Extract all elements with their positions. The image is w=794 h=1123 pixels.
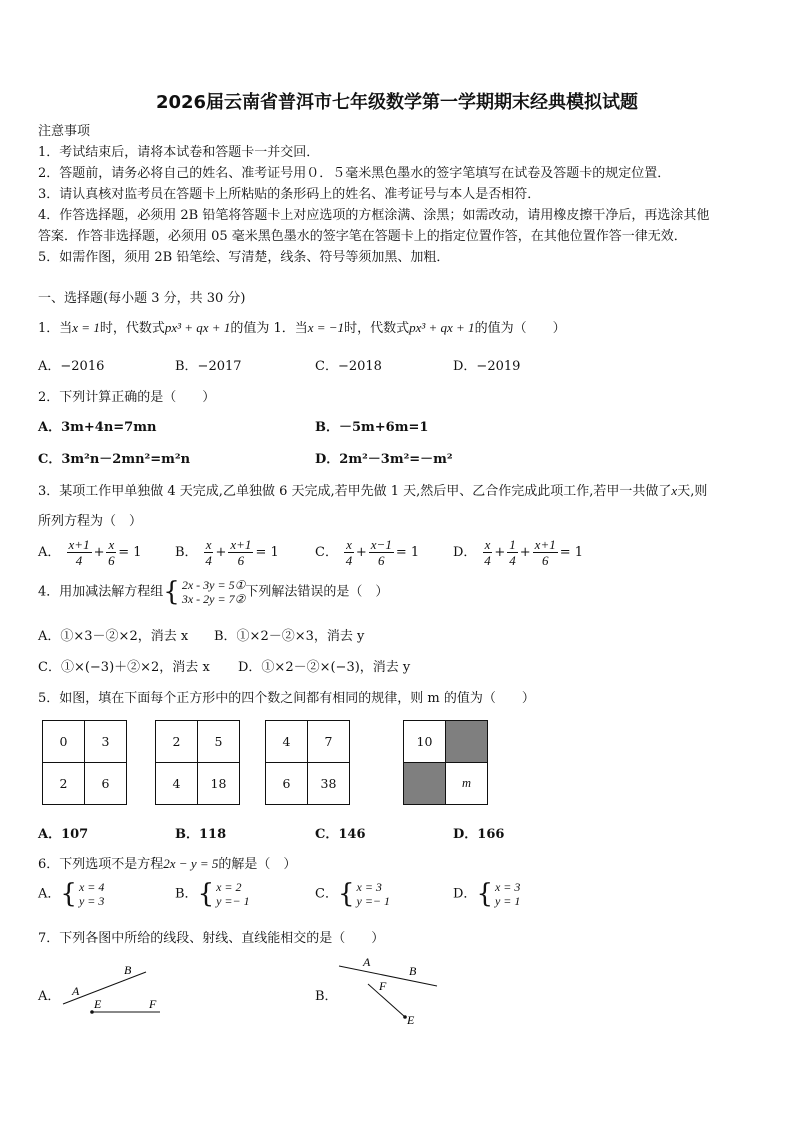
q2-option-d[interactable]: D．2m²－3m²=－m²	[315, 452, 453, 467]
fraction: $\frac{x}{4}$	[205, 537, 212, 568]
label-f: F	[379, 979, 387, 993]
question-3-stem	[38, 480, 707, 499]
label-f: F	[149, 997, 157, 1011]
notice-item: 4．作答选择题，必须用 2B 铅笔将答题卡上对应选项的方框涂满、涂黑；如需改动，请用橡皮擦干净后，再选涂其他	[38, 208, 710, 223]
q1-option-b[interactable]: B．−2017	[175, 359, 242, 374]
q3-text: 3．某项工作甲单独做 4 天完成,乙单独做 6 天完成,若甲先做 1 天,然后甲、乙合作完成此项工作,若甲一共做了	[38, 484, 672, 499]
question-2-stem: 2．下列计算正确的是（ ）	[38, 390, 216, 405]
sys-line: y = 3	[78, 894, 105, 908]
q7-figure-b	[335, 952, 445, 1032]
equals-one: = 1	[559, 545, 584, 560]
fraction: $\frac{x+1}{4}$	[68, 537, 90, 568]
q5-option-c[interactable]: C．146	[315, 827, 366, 842]
sys-line: x = 3	[356, 880, 382, 894]
square-cell: 18	[198, 763, 240, 805]
square-cell: 0	[43, 721, 85, 763]
equals-one: = 1	[395, 545, 420, 560]
q1-option-a[interactable]: A．−2016	[38, 359, 105, 374]
shaded-cell	[446, 721, 488, 763]
equation-system	[216, 880, 250, 908]
ray-ef	[368, 984, 405, 1017]
question-1-stem	[38, 317, 566, 336]
q1-cond2: x = −1	[307, 320, 345, 335]
q4-option-b[interactable]: B．①×2－②×3，消去 y	[214, 629, 365, 644]
square-cell: 4	[156, 763, 198, 805]
square-cell: 2	[43, 763, 85, 805]
q2-option-a[interactable]: A．3m+4n=7mn	[38, 420, 157, 435]
option-label: A．	[38, 886, 61, 902]
equals-one: = 1	[118, 545, 142, 560]
q2-option-c[interactable]: C．3m²n－2mn²=m²n	[38, 452, 191, 467]
q4-option-d[interactable]: D．①×2－②×(−3)，消去 y	[238, 660, 411, 675]
fraction: $\frac{x}{6}$	[108, 537, 115, 568]
number-square-3	[265, 720, 350, 805]
square-cell: 3	[85, 721, 127, 763]
square-cell: 10	[404, 721, 446, 763]
q4-option-a[interactable]: A．①×3－②×2，消去 x	[38, 629, 189, 644]
square-cell-m: m	[446, 763, 488, 805]
option-label: C．	[315, 886, 338, 902]
q6-option-a[interactable]	[38, 880, 104, 908]
q3-option-a[interactable]: A． $\frac{x+1}{4}$ + $\frac{x}{6}$ = 1	[38, 537, 142, 568]
notice-item: 2．答题前，请务必将自己的姓名、准考证号用０．５毫米黑色墨水的签字笔填写在试卷及答题卡的规定位置．	[38, 166, 671, 181]
q6-text: 6．下列选项不是方程	[38, 857, 164, 872]
shaded-cell	[404, 763, 446, 805]
q5-option-b[interactable]: B．118	[175, 827, 227, 842]
question-6-stem	[38, 853, 296, 872]
equation-system	[79, 880, 104, 908]
q2-option-b[interactable]: B．－5m+6m=1	[315, 420, 429, 435]
brace-icon: {	[163, 577, 180, 607]
label-e: E	[407, 1013, 415, 1027]
brace-icon: {	[337, 879, 355, 909]
q1-text: 时，代数式	[344, 321, 410, 336]
q6-option-c[interactable]	[315, 880, 390, 908]
number-square-1	[42, 720, 127, 805]
q3-stem-line2: 所列方程为（ ）	[38, 514, 143, 529]
q4-option-c[interactable]: C．①×(−3)＋②×2，消去 x	[38, 660, 210, 675]
question-7-stem: 7．下列各图中所给的线段、射线、直线能相交的是（ ）	[38, 931, 385, 946]
option-label: B．	[175, 886, 198, 902]
option-label: B．	[175, 545, 198, 560]
notice-item: 3．请认真核对监考员在答题卡上所粘贴的条形码上的姓名、准考证号与本人是否相符．	[38, 187, 541, 202]
q1-cond1: x = 1	[72, 320, 100, 335]
fraction: $\frac{x+1}{6}$	[534, 537, 556, 568]
fraction: $\frac{1}{4}$	[509, 537, 516, 568]
q4-text: 4．用加减法解方程组	[38, 584, 164, 600]
label-b: B	[409, 964, 417, 978]
q1-expr: px³ + qx + 1	[409, 320, 475, 335]
notice-heading: 注意事项	[38, 124, 91, 139]
label-a: A	[363, 955, 371, 969]
q1-option-c[interactable]: C．−2018	[315, 359, 382, 374]
sys-line: y = 1	[494, 894, 521, 908]
question-4-stem	[38, 578, 388, 606]
number-square-2	[155, 720, 240, 805]
q3-option-b[interactable]: B． $\frac{x}{4}$ + $\frac{x+1}{6}$ = 1	[175, 537, 279, 568]
label-e: E	[94, 997, 102, 1011]
sys-line: x = 3	[494, 880, 521, 894]
equation-system	[182, 578, 246, 606]
q3-option-c[interactable]: C． $\frac{x}{4}$ + $\frac{x-1}{6}$ = 1	[315, 537, 420, 568]
page-title: 2026届云南省普洱市七年级数学第一学期期末经典模拟试题	[155, 92, 639, 113]
q6-option-b[interactable]	[175, 880, 250, 908]
square-cell: 38	[308, 763, 350, 805]
sys-line: y =− 1	[216, 894, 250, 908]
q1-text: 的值为 1．当	[230, 321, 308, 336]
q3-option-d[interactable]: D． $\frac{x}{4}$ + $\frac{1}{4}$ + $\frac{x+1}{6}$ = 1	[453, 537, 584, 568]
fraction: $\frac{x}{4}$	[345, 537, 353, 568]
q3-text: 天,则	[677, 484, 708, 499]
q5-option-a[interactable]: A．107	[38, 827, 89, 842]
equation-system	[357, 880, 391, 908]
q7-figure-a	[58, 960, 168, 1020]
equation-system	[495, 880, 520, 908]
fraction: $\frac{x}{4}$	[484, 537, 491, 568]
square-cell: 5	[198, 721, 240, 763]
q4-eq2: 3x - 2y = 7②	[181, 592, 246, 606]
q4-text: 下列解法错误的是（ ）	[245, 584, 389, 600]
option-label: D．	[453, 545, 477, 560]
number-square-4	[403, 720, 488, 805]
notice-item: 1．考试结束后，请将本试卷和答题卡一并交回．	[38, 145, 320, 160]
option-label: A．	[38, 545, 61, 560]
q7-option-a-label[interactable]: A．	[38, 989, 61, 1004]
section-heading: 一、选择题(每小题 3 分，共 30 分)	[38, 291, 246, 306]
label-b: B	[124, 963, 132, 977]
q1-text: 时，代数式	[99, 321, 165, 336]
square-cell: 6	[266, 763, 308, 805]
label-a: A	[72, 984, 80, 998]
sys-line: x = 2	[216, 880, 242, 894]
square-cell: 7	[308, 721, 350, 763]
question-5-stem: 5．如图，填在下面每个正方形中的四个数之间都有相同的规律，则 m 的值为（ ）	[38, 691, 535, 706]
sys-line: x = 4	[78, 880, 105, 894]
q1-text: 的值为（ ）	[474, 321, 566, 336]
q1-option-d[interactable]: D．−2019	[453, 359, 521, 374]
q6-equation: 2x − y = 5	[163, 856, 219, 871]
equals-one: = 1	[255, 545, 279, 560]
q1-text: 1．当	[38, 321, 73, 336]
fraction: $\frac{x+1}{6}$	[230, 537, 252, 568]
square-cell: 2	[156, 721, 198, 763]
brace-icon: {	[197, 879, 215, 909]
brace-icon: {	[60, 879, 77, 909]
q3-var: x	[671, 483, 678, 498]
option-label: C．	[315, 545, 338, 560]
square-cell: 6	[85, 763, 127, 805]
q7-option-b-label[interactable]: B．	[315, 989, 338, 1004]
square-cell: 4	[266, 721, 308, 763]
brace-icon: {	[476, 879, 493, 909]
notice-item: 5．如需作图，须用 2B 铅笔绘、写清楚，线条、符号等须加黑、加粗．	[38, 250, 450, 265]
fraction: $\frac{x-1}{6}$	[370, 537, 392, 568]
line-ab	[339, 966, 437, 986]
sys-line: y =− 1	[356, 894, 391, 908]
q4-eq1: 2x - 3y = 5①	[181, 578, 246, 592]
q6-option-d[interactable]	[453, 880, 520, 908]
q6-text: 的解是（ ）	[218, 857, 297, 872]
q1-expr: px³ + qx + 1	[164, 320, 231, 335]
q5-option-d[interactable]: D．166	[453, 827, 505, 842]
notice-item: 答案．作答非选择题，必须用 05 毫米黑色墨水的签字笔在答题卡上的指定位置作答，在其他位置作答一律无效．	[38, 229, 687, 244]
option-label: D．	[453, 886, 477, 902]
